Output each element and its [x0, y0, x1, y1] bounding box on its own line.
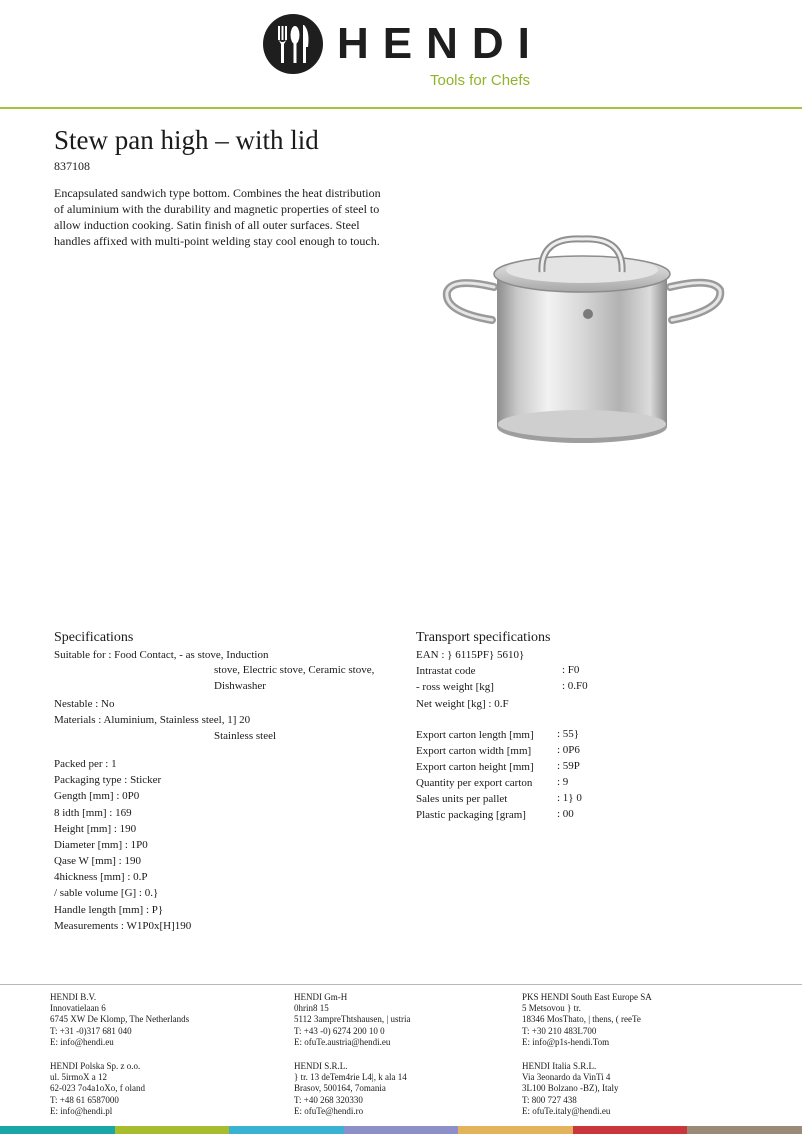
- office-line: 5 Metsovou } tr.: [522, 1003, 581, 1014]
- office-line: Brasov, 500164, 7omania: [294, 1083, 386, 1094]
- office-phone: T: +30 210 483L700: [522, 1025, 597, 1036]
- product-sku: 837108: [54, 159, 90, 173]
- spec-volume: / sable volume [G] : 0.}: [54, 887, 159, 899]
- office-line: 62-023 7o4a1oXo, f oland: [50, 1083, 145, 1094]
- spec-suitable-for-continued: stove, Electric stove, Ceramic stove, Dishwasher: [214, 664, 375, 692]
- transport-label: Export carton height [mm]: [416, 761, 534, 773]
- transport-ean: EAN : } 6115PF} 5610}: [416, 649, 525, 661]
- cutlery-circle-logo-icon: [262, 13, 324, 75]
- office-phone: T: +43 -0) 6274 200 10 0: [294, 1025, 385, 1036]
- office-address-austria: [294, 992, 410, 1048]
- product-title: Stew pan high – with lid: [54, 125, 319, 155]
- office-email: E: info@hendi.eu: [50, 1036, 114, 1047]
- stew-pan-image-icon: [412, 192, 762, 482]
- office-line: 0hrin8 15: [294, 1003, 329, 1014]
- spec-materials-continued: Stainless steel: [214, 730, 277, 742]
- header-divider: [0, 107, 802, 109]
- transport-label: Net weight [kg] : 0.F: [416, 698, 509, 710]
- transport-label: Export carton length [mm]: [416, 729, 534, 741]
- footer-color-bar: [0, 1126, 802, 1134]
- color-bar-segment: [573, 1126, 688, 1134]
- transport-label: Intrastat code: [416, 665, 476, 677]
- office-email: E: ofuTe@hendi.ro: [294, 1105, 364, 1116]
- office-address-italy: [522, 1061, 618, 1117]
- office-name: HENDI B.V.: [50, 992, 97, 1002]
- spec-width: 8 idth [mm] : 169: [54, 807, 132, 819]
- office-email: E: ofuTe.italy@hendi.eu: [522, 1105, 611, 1116]
- transport-label: Quantity per export carton: [416, 777, 533, 789]
- office-address-netherlands: [50, 992, 189, 1048]
- spec-length: Gength [mm] : 0P0: [54, 790, 140, 802]
- office-line: ul. 5irmoX a 12: [50, 1072, 107, 1083]
- color-bar-segment: [458, 1126, 573, 1134]
- office-phone: T: +40 268 320330: [294, 1094, 363, 1105]
- transport-value: : 59P: [557, 760, 580, 772]
- transport-label: - ross weight [kg]: [416, 681, 494, 693]
- spec-thickness: 4hickness [mm] : 0.P: [54, 871, 148, 883]
- color-bar-segment: [0, 1126, 115, 1134]
- spec-materials: Materials : Aluminium, Stainless steel, 1] 20: [54, 714, 251, 726]
- color-bar-segment: [344, 1126, 459, 1134]
- spec-packaging-type: Packaging type : Sticker: [54, 774, 162, 786]
- transport-title: Transport specifications: [416, 630, 551, 645]
- office-phone: T: 800 727 438: [522, 1094, 577, 1105]
- transport-label: Plastic packaging [gram]: [416, 809, 526, 821]
- transport-value: : 9: [557, 776, 569, 788]
- office-phone: T: +48 61 6587000: [50, 1094, 119, 1105]
- transport-value: : 55}: [557, 728, 580, 740]
- transport-label: Sales units per pallet: [416, 793, 508, 805]
- office-name: HENDI Gm-H: [294, 992, 348, 1002]
- office-name: PKS HENDI South East Europe SA: [522, 992, 652, 1002]
- spec-handle-length: Handle length [mm] : P}: [54, 904, 164, 916]
- transport-label: Export carton width [mm]: [416, 745, 532, 757]
- spec-nestable: Nestable : No: [54, 698, 115, 710]
- office-line: Innovatielaan 6: [50, 1003, 106, 1014]
- office-name: HENDI S.R.L.: [294, 1061, 348, 1071]
- office-email: E: info@p1s-hendi.Tom: [522, 1036, 610, 1047]
- office-line: 3L100 Bolzano -BZ), Italy: [522, 1083, 619, 1094]
- brand-tagline: Tools for Chefs: [430, 72, 531, 89]
- spec-measurements: Measurements : W1P0x[H]190: [54, 920, 192, 932]
- office-phone: T: +31 -0)317 681 040: [50, 1025, 132, 1036]
- transport-value: : 0.F0: [562, 680, 588, 692]
- spec-height: Height [mm] : 190: [54, 823, 137, 835]
- office-name: HENDI Polska Sp. z o.o.: [50, 1061, 141, 1071]
- product-description: Encapsulated sandwich type bottom. Combines the heat distribution of aluminium with the durability and magnetic properties of steel to allow induction cooking. Satin finish of all outer surfaces. Steel handles affixed with multi-point welding stay cool enough to touch.: [54, 186, 381, 248]
- footer-divider: [0, 984, 802, 985]
- office-address-poland: [50, 1061, 145, 1117]
- transport-value: : 1} 0: [557, 792, 582, 804]
- color-bar-segment: [115, 1126, 230, 1134]
- transport-value: : 00: [557, 808, 574, 820]
- spec-base: Qase W [mm] : 190: [54, 855, 141, 867]
- spec-suitable-for: Suitable for : Food Contact, - as stove, Induction: [54, 649, 269, 661]
- office-address-greece: [522, 992, 652, 1048]
- office-line: Via 3eonardo da VinTi 4: [522, 1072, 611, 1083]
- spec-diameter: Diameter [mm] : 1P0: [54, 839, 148, 851]
- transport-value: : F0: [562, 664, 580, 676]
- color-bar-segment: [229, 1126, 344, 1134]
- office-email: E: ofuTe.austria@hendi.eu: [294, 1036, 391, 1047]
- specifications-title: Specifications: [54, 630, 134, 645]
- transport-value: : 0P6: [557, 744, 580, 756]
- office-line: 6745 XW De Klomp, The Netherlands: [50, 1014, 190, 1025]
- office-name: HENDI Italia S.R.L.: [522, 1061, 597, 1071]
- office-address-romania: [294, 1061, 407, 1117]
- color-bar-segment: [687, 1126, 802, 1134]
- brand-name: HENDI: [337, 19, 544, 68]
- page-header: [0, 0, 802, 110]
- office-email: E: info@hendi.pl: [50, 1105, 113, 1116]
- office-line: 18346 MosThato, | thens, ( reeTe: [522, 1014, 641, 1025]
- office-line: 5112 3ampreThtshausen, | ustria: [294, 1014, 411, 1025]
- spec-packed-per: Packed per : 1: [54, 758, 117, 770]
- office-line: } tr. 13 deTem4rie L4|, k ala 14: [294, 1072, 407, 1083]
